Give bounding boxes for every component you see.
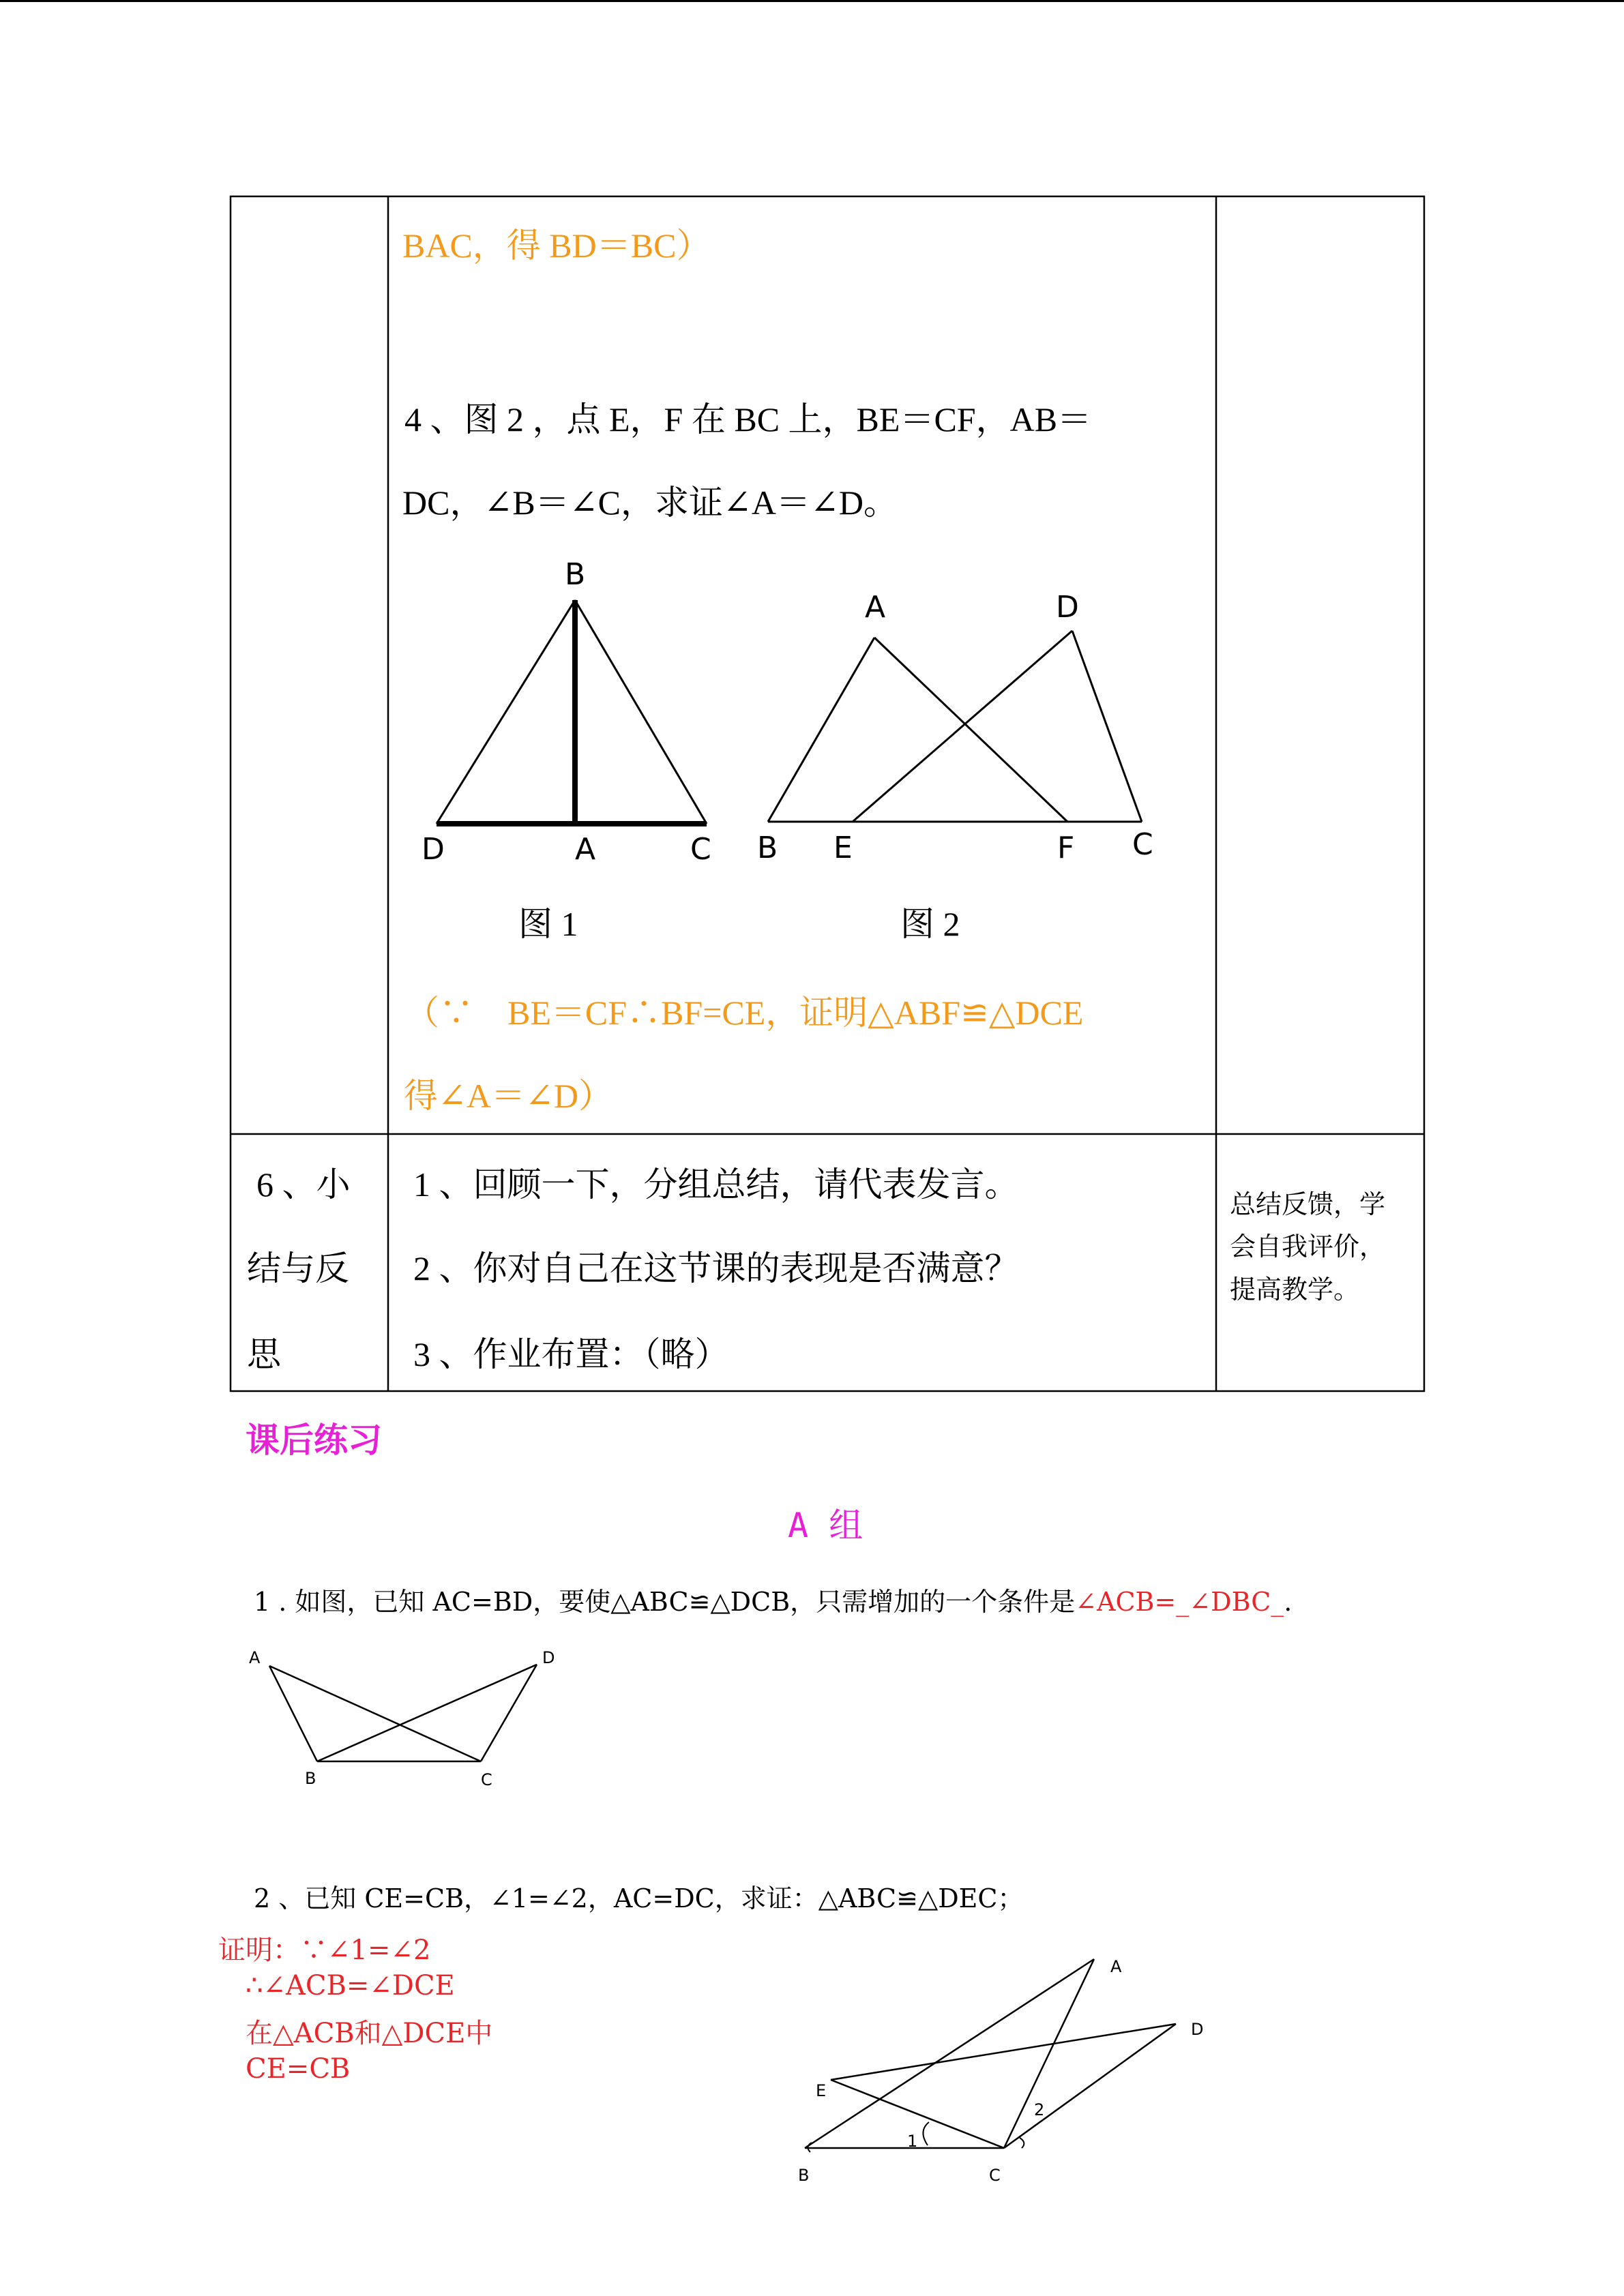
answer-4-line-2: 得∠A＝∠D） [404, 1077, 613, 1115]
question-1-text [254, 1581, 1292, 1618]
stage-label-line-2: 结与反 [247, 1249, 349, 1287]
stage-label-line-1: 6 、小 [256, 1165, 351, 1204]
teacher-note-line-1: 总结反馈，学 [1230, 1189, 1386, 1219]
q2-label-b: B [798, 2166, 810, 2185]
proof-line-1: 证明：∵∠1=∠2 [218, 1935, 431, 1966]
stage-label-line-3: 思 [247, 1335, 281, 1373]
q1-segment-bd [317, 1665, 537, 1761]
q2-label-e: E [816, 2081, 827, 2100]
answer-4-line-1: （∵ BE＝CF∴BF=CE，证明△ABF≌△DCE [405, 994, 1084, 1032]
fig2-label-d: D [1056, 590, 1079, 625]
fig2-label-b: B [757, 831, 778, 865]
fig2-label-c: C [1132, 827, 1153, 862]
proof-3-tail: BAC，得 BD＝BC） [402, 226, 711, 265]
q2-angle-mark-1 [923, 2122, 929, 2145]
q1-label-a: A [249, 1648, 261, 1667]
q1-label-c: C [481, 1770, 492, 1789]
q2-segment-ed [831, 2024, 1176, 2080]
summary-item-1: 1 、回顾一下，分组总结，请代表发言。 [413, 1165, 1019, 1204]
fig2-side-de [853, 631, 1072, 822]
fig2-label-f: F [1057, 831, 1075, 865]
fig1-side-db [437, 600, 575, 824]
q1-segment-ab [269, 1666, 317, 1761]
proof-line-4: CE=CB [246, 2053, 351, 2085]
question-4-line-1: 4 、图 2 ，点 E，F 在 BC 上，BE＝CF，AB＝ [404, 400, 1092, 438]
question-2-diagram [784, 1943, 1235, 2196]
fig1-label-b: B [565, 557, 586, 592]
fig1-label-a: A [575, 832, 596, 867]
summary-item-3: 3 、作业布置：（略） [413, 1335, 729, 1373]
q2-label-c: C [989, 2166, 1001, 2185]
teacher-note-line-2: 会自我评价， [1230, 1232, 1386, 1262]
q2-angle-mark-2 [1020, 2138, 1024, 2148]
teacher-note-line-3: 提高教学。 [1230, 1274, 1360, 1304]
q1-segment-ac [269, 1666, 481, 1761]
question-1-answer: ∠ACB=_∠DBC_ [1075, 1587, 1284, 1617]
fig1-label-c: C [690, 832, 711, 867]
fig2-label-a: A [865, 590, 886, 625]
figure-1-diagram [409, 539, 723, 873]
group-a-heading: A 组 [788, 1506, 863, 1545]
q2-segment-ba [805, 1959, 1094, 2148]
question-1-prefix: 1 . 如图，已知 AC=BD，要使△ABC≌△DCB，只需增加的一个条件是 [254, 1587, 1076, 1617]
q2-angle-label-1: 1 [907, 2132, 918, 2151]
q1-segment-cd [481, 1665, 537, 1761]
fig1-label-d: D [422, 832, 445, 867]
summary-item-2: 2 、你对自己在这节课的表现是否满意？ [413, 1249, 1019, 1287]
q2-angle-label-2: 2 [1034, 2100, 1045, 2119]
question-2-text: 2 、已知 CE=CB，∠1=∠2，AC=DC，求证：△ABC≌△DEC； [254, 1883, 1024, 1913]
fig2-side-af [874, 638, 1067, 822]
fig2-side-ab [768, 638, 874, 822]
fig2-side-dc [1072, 631, 1142, 822]
question-4-line-2: DC，∠B＝∠C，求证∠A＝∠D。 [402, 483, 898, 522]
question-1-suffix: . [1284, 1587, 1293, 1617]
fig2-label-e: E [833, 831, 853, 865]
figure-2-diagram [750, 573, 1173, 873]
q1-label-d: D [542, 1648, 555, 1667]
figure-2-caption: 图 2 [900, 905, 960, 943]
q2-label-d: D [1191, 2020, 1204, 2039]
question-1-diagram [242, 1640, 570, 1797]
fig1-side-bc [575, 600, 707, 824]
q2-segment-dc [1004, 2024, 1176, 2148]
q2-label-a: A [1110, 1957, 1122, 1976]
proof-line-2: ∴∠ACB=∠DCE [246, 1970, 455, 2001]
figure-1-caption: 图 1 [518, 905, 578, 943]
exercises-heading: 课后练习 [246, 1420, 382, 1460]
q1-label-b: B [305, 1769, 316, 1788]
q2-segment-ac [1004, 1959, 1094, 2148]
proof-line-3: 在△ACB和△DCE中 [246, 2018, 493, 2049]
